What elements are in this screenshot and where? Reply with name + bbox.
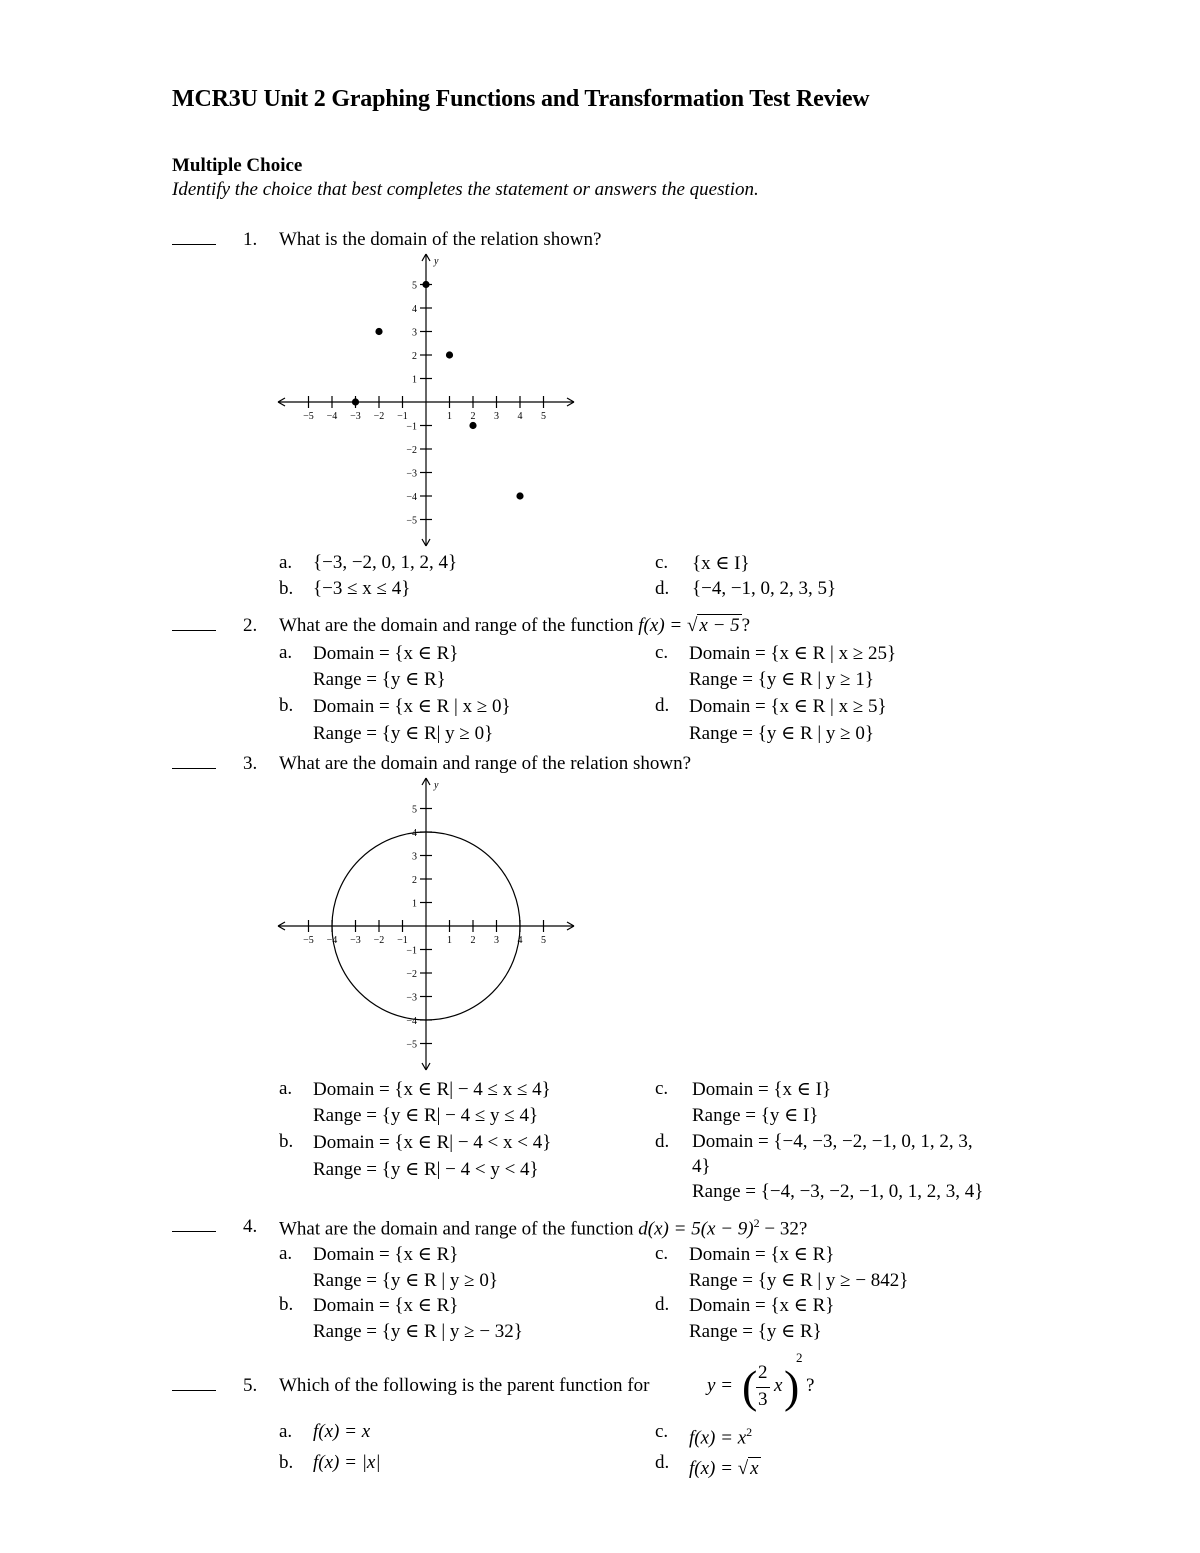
- choice-4b-domain[interactable]: Domain = {x ∈ R}: [313, 1295, 459, 1316]
- radical-sign-2: √: [686, 615, 698, 636]
- data-point: [352, 398, 359, 405]
- y-tick-label: 4: [412, 304, 417, 315]
- y-tick-label: −1: [406, 421, 417, 433]
- question-prompt-3: What are the domain and range of the relation shown?: [279, 753, 692, 774]
- x-tick-label: −3: [350, 935, 361, 946]
- choice-2b-domain[interactable]: Domain = {x ∈ R | x ≥ 0}: [313, 696, 511, 717]
- choice-1c[interactable]: {x ∈ I}: [692, 553, 750, 574]
- choice-letter-4b: b.: [279, 1294, 294, 1315]
- choice-3a-range[interactable]: Range = {y ∈ R| − 4 ≤ y ≤ 4}: [313, 1105, 539, 1126]
- choice-4c-domain[interactable]: Domain = {x ∈ R}: [689, 1244, 835, 1265]
- prompt-text-4: What are the domain and range of the function: [279, 1218, 634, 1240]
- question-number-1: 1.: [243, 229, 258, 250]
- choice-letter-5c: c.: [655, 1421, 669, 1442]
- choice-letter-3d: d.: [655, 1131, 670, 1152]
- choice-letter-1b: b.: [279, 578, 294, 599]
- choice-1d[interactable]: {−4, −1, 0, 2, 3, 5}: [692, 578, 837, 599]
- y-equals-5: y =: [707, 1375, 734, 1396]
- x-tick-label: 3: [494, 935, 499, 946]
- choice-5a[interactable]: f(x) = x: [313, 1421, 371, 1442]
- x-tick-label: −4: [326, 935, 338, 946]
- function-4: d(x) = 5(x − 9): [638, 1218, 754, 1240]
- function-lhs-2: f(x) =: [638, 615, 687, 636]
- choice-2b-range[interactable]: Range = {y ∈ R| y ≥ 0}: [313, 723, 494, 744]
- choice-4a-domain[interactable]: Domain = {x ∈ R}: [313, 1244, 459, 1265]
- choice-letter-4c: c.: [655, 1243, 669, 1264]
- choice-5d-lhs: f(x) =: [689, 1458, 738, 1479]
- choice-letter-3b: b.: [279, 1131, 294, 1152]
- choice-letter-2b: b.: [279, 695, 294, 716]
- choice-4d-domain[interactable]: Domain = {x ∈ R}: [689, 1295, 835, 1316]
- relation-graph-q3: [270, 774, 590, 1074]
- y-tick-label: 4: [412, 828, 417, 839]
- question-prompt-1: What is the domain of the relation shown?: [279, 229, 602, 250]
- choice-3c-domain[interactable]: Domain = {x ∈ I}: [692, 1079, 832, 1100]
- x-tick-label: 5: [541, 411, 546, 422]
- fraction-variable-5: x: [774, 1375, 783, 1396]
- x-tick-label: −5: [303, 411, 314, 422]
- y-tick-label: −3: [406, 468, 417, 480]
- y-tick-label: 3: [412, 851, 417, 863]
- y-tick-label: −4: [406, 492, 417, 503]
- y-axis-label: y: [434, 780, 439, 791]
- x-tick-label: 5: [541, 935, 546, 946]
- x-tick-label: 3: [494, 411, 499, 422]
- question-prompt-5: Which of the following is the parent function for: [279, 1375, 650, 1396]
- choice-2a-domain[interactable]: Domain = {x ∈ R}: [313, 643, 459, 664]
- choice-letter-3a: a.: [279, 1078, 293, 1099]
- page-title: MCR3U Unit 2 Graphing Functions and Transformation Test Review: [172, 86, 870, 112]
- y-tick-label: −2: [406, 969, 417, 980]
- y-axis-label: y: [434, 256, 439, 267]
- y-tick-label: −5: [406, 1039, 417, 1051]
- x-tick-label: 1: [447, 411, 452, 422]
- answer-blank-3[interactable]: [172, 753, 216, 775]
- y-tick-label: −2: [406, 445, 417, 456]
- y-tick-label: 5: [412, 804, 417, 816]
- choice-1a[interactable]: {−3, −2, 0, 1, 2, 4}: [313, 552, 458, 573]
- fraction-bar-5: [756, 1387, 770, 1388]
- y-tick-label: −5: [406, 515, 417, 527]
- choice-5c-exponent: 2: [746, 1425, 753, 1439]
- section-heading: Multiple Choice: [172, 155, 303, 176]
- prompt-text-2: What are the domain and range of the function: [279, 615, 634, 636]
- question-number-2: 2.: [243, 615, 258, 636]
- choice-letter-5a: a.: [279, 1421, 293, 1442]
- choice-5d-radicand: x: [750, 1458, 759, 1479]
- y-tick-label: 1: [412, 898, 417, 910]
- exponent-5: 2: [796, 1350, 803, 1365]
- choice-2a-range[interactable]: Range = {y ∈ R}: [313, 669, 446, 690]
- data-point: [516, 492, 523, 499]
- data-point: [469, 422, 476, 429]
- y-tick-label: −4: [406, 1016, 417, 1027]
- y-tick-label: 2: [412, 351, 417, 362]
- choice-1b[interactable]: {−3 ≤ x ≤ 4}: [313, 578, 411, 599]
- x-tick-label: −1: [397, 411, 408, 422]
- fraction-denominator-5: 3: [758, 1389, 768, 1410]
- y-tick-label: −1: [406, 945, 417, 957]
- question-number-4: 4.: [243, 1216, 258, 1237]
- choice-4d-range[interactable]: Range = {y ∈ R}: [689, 1321, 822, 1342]
- question-prompt-4: [279, 1216, 807, 1240]
- left-paren-5: (: [742, 1361, 758, 1412]
- choice-4b-range[interactable]: Range = {y ∈ R | y ≥ − 32}: [313, 1321, 523, 1342]
- choice-letter-1a: a.: [279, 552, 293, 573]
- choice-5c[interactable]: [689, 1425, 752, 1449]
- fraction-numerator-5: 2: [758, 1362, 768, 1383]
- choice-letter-2d: d.: [655, 695, 670, 716]
- answer-blank-5[interactable]: [172, 1375, 216, 1397]
- x-tick-label: 4: [517, 411, 523, 422]
- radical-sign-5d: √: [737, 1458, 749, 1479]
- choice-letter-4d: d.: [655, 1294, 670, 1315]
- choice-5d[interactable]: [689, 1458, 761, 1480]
- choice-4a-range[interactable]: Range = {y ∈ R | y ≥ 0}: [313, 1270, 498, 1291]
- y-tick-label: 1: [412, 374, 417, 386]
- choice-letter-5b: b.: [279, 1452, 294, 1473]
- choice-2c-range[interactable]: Range = {y ∈ R | y ≥ 1}: [689, 669, 874, 690]
- choice-letter-1c: c.: [655, 552, 669, 573]
- exponent-4: 2: [753, 1216, 760, 1230]
- function-tail-4: − 32?: [759, 1218, 808, 1240]
- choice-3c-range[interactable]: Range = {y ∈ I}: [692, 1105, 819, 1126]
- choice-letter-3c: c.: [655, 1078, 669, 1099]
- choice-4c-range[interactable]: Range = {y ∈ R | y ≥ − 842}: [689, 1270, 909, 1291]
- section-instructions: Identify the choice that best completes the statement or answers the question.: [172, 179, 759, 200]
- choice-letter-4a: a.: [279, 1243, 293, 1264]
- x-tick-label: −5: [303, 935, 314, 946]
- data-point: [446, 351, 453, 358]
- choice-3d-range[interactable]: Range = {−4, −3, −2, −1, 0, 1, 2, 3, 4}: [692, 1181, 984, 1202]
- radicand-2: x − 5: [699, 615, 740, 636]
- x-tick-label: 2: [470, 935, 476, 946]
- x-tick-label: −2: [373, 935, 385, 946]
- choice-3b-range[interactable]: Range = {y ∈ R| − 4 < y < 4}: [313, 1159, 539, 1180]
- x-tick-label: −3: [350, 411, 361, 422]
- choice-letter-2a: a.: [279, 642, 293, 663]
- choice-3d-domain-line1[interactable]: Domain = {−4, −3, −2, −1, 0, 1, 2, 3,: [692, 1131, 973, 1152]
- choice-5b[interactable]: f(x) = |x|: [313, 1452, 381, 1473]
- x-tick-label: 2: [470, 411, 476, 422]
- question-mark-5: ?: [806, 1375, 815, 1396]
- question-prompt-2: [279, 615, 750, 637]
- question-number-3: 3.: [243, 753, 258, 774]
- choice-3b-domain[interactable]: Domain = {x ∈ R| − 4 < x < 4}: [313, 1132, 552, 1153]
- choice-5c-base: f(x) = x: [689, 1427, 747, 1449]
- data-point: [375, 328, 382, 335]
- y-tick-label: 2: [412, 875, 417, 886]
- question-mark-2: ?: [741, 615, 751, 636]
- choice-3a-domain[interactable]: Domain = {x ∈ R| − 4 ≤ x ≤ 4}: [313, 1079, 551, 1100]
- choice-3d-domain-line2[interactable]: 4}: [692, 1156, 711, 1177]
- choice-letter-5d: d.: [655, 1452, 670, 1473]
- choice-letter-1d: d.: [655, 578, 670, 599]
- choice-2c-domain[interactable]: Domain = {x ∈ R | x ≥ 25}: [689, 643, 897, 664]
- x-tick-label: 1: [447, 935, 452, 946]
- x-tick-label: 4: [517, 935, 523, 946]
- y-tick-label: 5: [412, 280, 417, 292]
- x-tick-label: −2: [373, 411, 385, 422]
- choice-letter-2c: c.: [655, 642, 669, 663]
- answer-blank-4[interactable]: [172, 1216, 216, 1238]
- choice-2d-domain[interactable]: Domain = {x ∈ R | x ≥ 5}: [689, 696, 887, 717]
- right-paren-5: ): [784, 1361, 800, 1412]
- answer-blank-2[interactable]: [172, 615, 216, 637]
- choice-2d-range[interactable]: Range = {y ∈ R | y ≥ 0}: [689, 723, 874, 744]
- data-point: [422, 281, 429, 288]
- y-tick-label: −3: [406, 992, 417, 1004]
- answer-blank-1[interactable]: [172, 229, 216, 251]
- relation-graph-q1: [270, 250, 590, 550]
- question-number-5: 5.: [243, 1375, 258, 1396]
- x-tick-label: −4: [326, 411, 338, 422]
- y-tick-label: 3: [412, 327, 417, 339]
- x-tick-label: −1: [397, 935, 408, 946]
